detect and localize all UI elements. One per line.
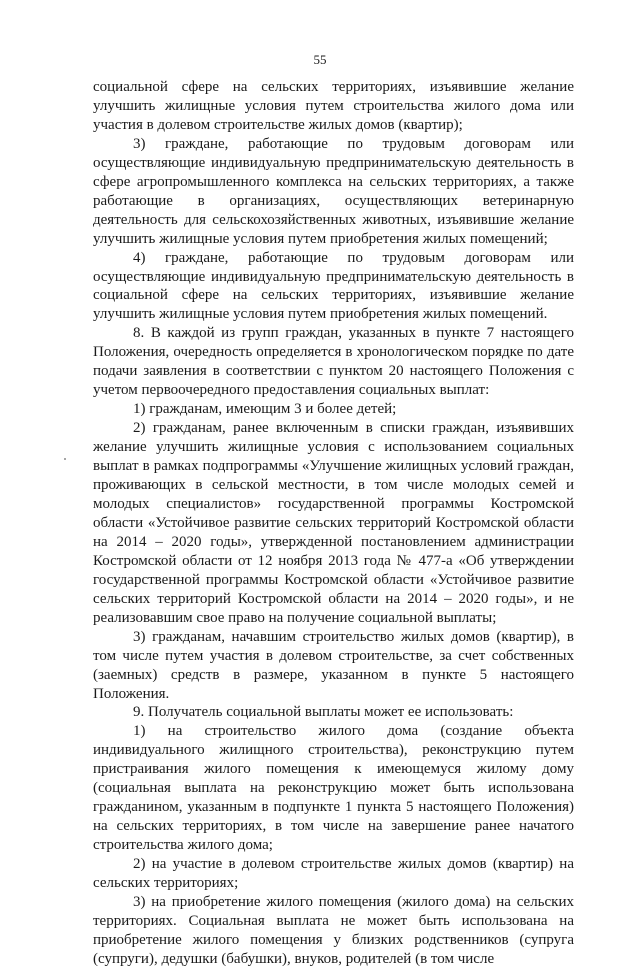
- document-body: [93, 78, 574, 969]
- paragraph-clause-8-item-2: 2) гражданам, ранее включенным в списки граждан, изъявивших желание улучшить жилищные условия с использованием социальных выплат в рамках подпрограммы «Улучшение жилищных условий граждан, проживающих в сельской местности, в том числе молодых семей и молодых специалистов» государственной программы Костромской области «Устойчивое развитие сельских территорий Костромской области на 2014 – 2020 годы», утвержденной постановлением администрации Костромской области от 12 ноября 2013 года № 477-а «Об утверждении государственной программы Костромской области «Устойчивое развитие сельских территорий Костромской области на 2014 – 2020 годы», и не реализовавшим свое право на получение социальной выплаты;: [93, 420, 574, 626]
- scan-speck: [64, 458, 66, 460]
- paragraph-clause-9-item-3: 3) на приобретение жилого помещения (жилого дома) на сельских территориях. Социальная выплата не может быть использована на приобретение жилого помещения у близких родственников (супруга (супруги), дедушки (бабушки), внуков, родителей (в том числе: [93, 893, 574, 967]
- paragraph-clause-9-item-2: 2) на участие в долевом строительстве жилых домов (квартир) на сельских территориях;: [93, 856, 574, 892]
- page-number: 55: [313, 52, 327, 67]
- paragraph-clause-9-item-1: 1) на строительство жилого дома (создание объекта индивидуального жилищного строительства), реконструкцию путем пристраивания жилого помещения к имеющемуся жилому дому (социальная выплата на реконструкцию может быть использована гражданином, указанным в подпункте 1 пункта 5 настоящего Положения) на сельских территориях, в том числе на завершение ранее начатого строительства жилого дома;: [93, 723, 574, 854]
- paragraph-clause-8: 8. В каждой из групп граждан, указанных в пункте 7 настоящего Положения, очередность определяется в хронологическом порядке по дате подачи заявления в соответствии с пунктом 20 настоящего Положения с учетом первоочередного предоставления социальных выплат:: [93, 325, 574, 399]
- paragraph-clause-8-item-1: 1) гражданам, имеющим 3 и более детей;: [133, 401, 397, 418]
- paragraph-clause-8-item-3: 3) гражданам, начавшим строительство жилых домов (квартир), в том числе путем участия в долевом строительстве, за счет собственных (заемных) средств в размере, указанном в пункте 5 настоящего Положения.: [93, 628, 574, 702]
- paragraph-clause-9: 9. Получатель социальной выплаты может ее использовать:: [133, 704, 514, 721]
- paragraph-continuation: социальной сфере на сельских территориях, изъявившие желание улучшить жилищные условия путем строительства жилого дома или участия в долевом строительстве жилых домов (квартир);: [93, 79, 574, 133]
- paragraph-item-3-agro: 3) граждане, работающие по трудовым договорам или осуществляющие индивидуальную предпринимательскую деятельность в сфере агропромышленного комплекса на сельских территориях, а также работающие в организациях, осуществляющих ветеринарную деятельность для сельскохозяйственных животных, изъявившие желание улучшить жилищные условия путем приобретения жилых помещений;: [93, 135, 574, 247]
- paragraph-item-4-social: 4) граждане, работающие по трудовым договорам или осуществляющие индивидуальную предпринимательскую деятельность в социальной сфере на сельских территориях, изъявившие желание улучшить жилищные условия путем приобретения жилых помещений.: [93, 249, 574, 323]
